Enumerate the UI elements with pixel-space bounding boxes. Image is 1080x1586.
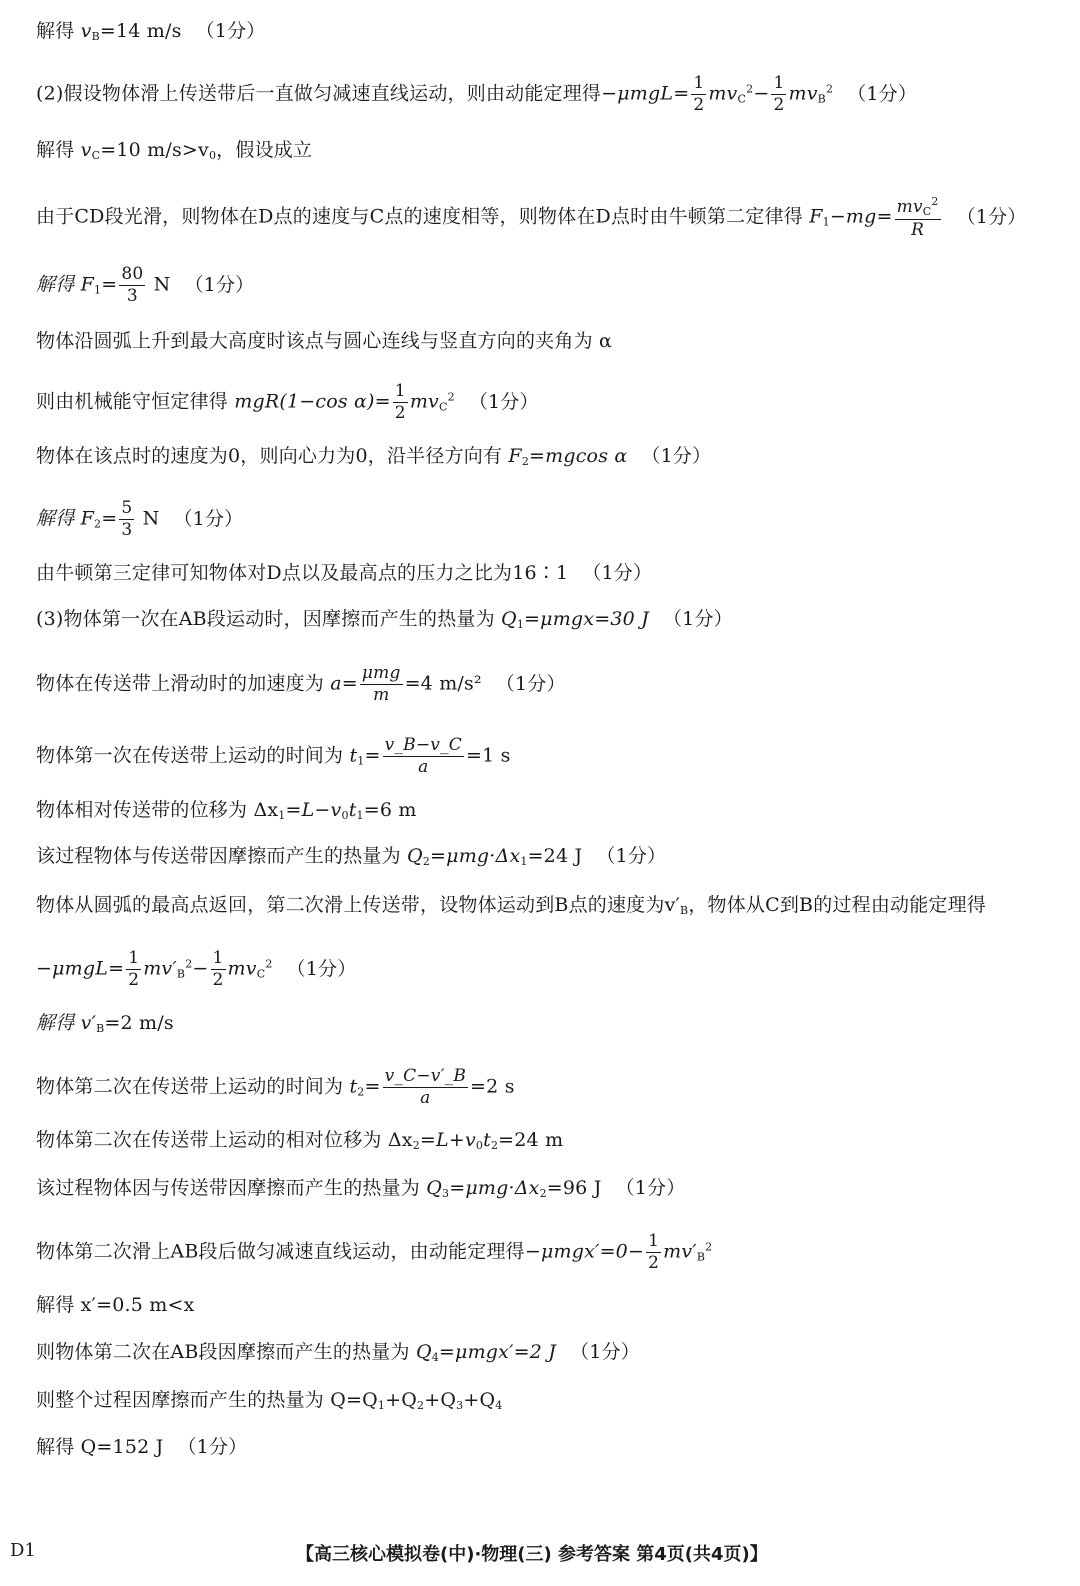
operator: − xyxy=(192,957,209,980)
score: （1分） xyxy=(956,205,1027,228)
line-q-result xyxy=(36,1434,1052,1460)
operator: = xyxy=(364,1075,381,1098)
numerator: 5 xyxy=(121,498,133,518)
text: =14 m/s xyxy=(99,20,182,42)
fraction xyxy=(895,196,941,239)
subscript: 2 xyxy=(417,1399,425,1412)
symbol: Q xyxy=(407,845,423,867)
symbol: mv xyxy=(409,390,439,413)
line-dx2 xyxy=(36,1127,1052,1159)
text: 该过程物体因与传送带因摩擦而产生的热量为 xyxy=(36,1177,427,1199)
score: （1分） xyxy=(184,273,255,296)
text: 物体第一次在传送带上运动的时间为 xyxy=(36,744,350,767)
symbol: Q xyxy=(415,1341,432,1363)
line-assumption xyxy=(36,75,1052,114)
equation: −μmgL= xyxy=(36,957,125,980)
subscript: B xyxy=(680,904,689,917)
fraction xyxy=(211,950,226,989)
superscript: 2 xyxy=(265,957,273,971)
symbol: mv xyxy=(708,82,738,105)
score: （1分） xyxy=(596,845,667,867)
score: （1分） xyxy=(195,20,266,42)
line-q1 xyxy=(36,606,1052,638)
text: 解得 F xyxy=(36,273,95,296)
equation: −μmgx′=0− xyxy=(524,1240,645,1263)
subscript: 0 xyxy=(341,809,349,822)
subscript: C xyxy=(922,205,932,218)
numerator: 1 xyxy=(693,73,705,93)
equation: −mg= xyxy=(829,205,893,228)
line-q4 xyxy=(36,1339,1052,1371)
superscript: 2 xyxy=(185,957,193,971)
text: =6 m xyxy=(363,799,417,821)
text: 解得 v′ xyxy=(36,1012,97,1034)
subscript: C xyxy=(737,92,747,106)
line-pressure-ratio xyxy=(36,560,1052,586)
line-dx1 xyxy=(36,797,1052,829)
score: （1分） xyxy=(495,672,566,695)
text: 物体在传送带上滑动时的加速度为 xyxy=(36,672,331,695)
unit: N xyxy=(136,507,160,530)
denominator: 2 xyxy=(128,970,140,990)
numerator: 1 xyxy=(773,73,785,93)
denominator: 2 xyxy=(648,1253,660,1273)
text: 物体第二次滑上AB段后做匀减速直线运动，由动能定理得 xyxy=(36,1240,525,1263)
text: 解得 Q=152 J xyxy=(36,1436,164,1458)
text: +Q xyxy=(424,1389,457,1411)
subscript: 0 xyxy=(475,1139,484,1152)
subscript: 2 xyxy=(490,1139,499,1152)
text: +Q xyxy=(385,1389,418,1411)
fraction xyxy=(126,950,141,989)
text: 由于CD段光滑，则物体在D点的速度与C点的速度相等，则物体在D点时由牛顿第二定律得 xyxy=(36,205,810,228)
subscript: 1 xyxy=(520,855,528,868)
operator: = xyxy=(364,744,381,767)
denominator: 2 xyxy=(212,970,224,990)
symbol: v xyxy=(80,139,92,161)
text: 物体在该点时的速度为0，则向心力为0，沿半径方向有 xyxy=(36,445,509,467)
symbol: mv′ xyxy=(663,1240,697,1263)
score: （1分） xyxy=(662,608,733,630)
text: 物体从圆弧的最高点返回，第二次滑上传送带，设物体运动到B点的速度为v′ xyxy=(36,894,681,916)
symbol: t xyxy=(348,799,357,821)
symbol: F xyxy=(508,445,522,467)
text: 解得 x′=0.5 m<x xyxy=(36,1294,195,1316)
score: （1分） xyxy=(641,445,712,467)
score: （1分） xyxy=(173,507,244,530)
line-vc-result xyxy=(36,137,1052,169)
denominator: 2 xyxy=(394,403,406,423)
numerator xyxy=(895,196,941,219)
superscript: 2 xyxy=(825,82,834,96)
text: 解得 xyxy=(36,20,81,42)
superscript: 2 xyxy=(705,1240,713,1254)
symbol: mv′ xyxy=(143,957,177,980)
denominator: m xyxy=(360,684,403,704)
equation: =μmgx=30 J xyxy=(524,608,649,630)
subscript: 2 xyxy=(422,855,431,868)
symbol: t xyxy=(349,744,358,767)
text: 则由机械能守恒定律得 xyxy=(36,390,235,413)
text: =4 m/s² xyxy=(404,672,482,695)
subscript: B xyxy=(176,967,186,981)
line-vb-prime xyxy=(36,1010,1052,1042)
text: 物体沿圆弧上升到最大高度时该点与圆心连线与竖直方向的夹角为 α xyxy=(36,330,613,352)
subscript: 2 xyxy=(357,1085,365,1099)
subscript: 4 xyxy=(495,1399,503,1412)
fraction xyxy=(646,1233,661,1272)
page-footer: 【高三核心模拟卷(中)·物理(三) 参考答案 第4页(共4页)】 xyxy=(296,1544,768,1565)
line-newton-d xyxy=(36,196,1052,239)
line-t2 xyxy=(36,1068,1052,1107)
numerator: 1 xyxy=(394,381,406,401)
line-kinetic-ab xyxy=(36,1233,1052,1272)
equation: =μmg·Δx xyxy=(430,845,521,867)
text: 该过程物体与传送带因摩擦而产生的热量为 xyxy=(36,845,408,867)
text: ，物体从C到B的过程由动能定理得 xyxy=(688,894,987,916)
symbol: R xyxy=(911,220,925,240)
subscript: B xyxy=(696,1250,706,1264)
numerator: μmg xyxy=(361,663,401,683)
text: 物体第二次在传送带上运动的相对位移为 Δx xyxy=(36,1129,413,1151)
line-f2-result xyxy=(36,500,1052,539)
line-t1 xyxy=(36,737,1052,776)
subscript: 2 xyxy=(539,1187,547,1200)
text: 解得 F xyxy=(36,507,95,530)
equation: =μmgx′=2 J xyxy=(438,1341,557,1363)
text: ，假设成立 xyxy=(216,139,313,161)
equation: =L+v xyxy=(419,1129,476,1151)
operator: = xyxy=(101,273,118,296)
line-kinetic-cb xyxy=(36,950,1052,989)
text: 则整个过程因摩擦而产生的热量为 Q=Q xyxy=(36,1389,378,1411)
score: （1分） xyxy=(468,390,539,413)
line-energy-conservation xyxy=(36,383,1052,422)
numerator: v_C−v′_B xyxy=(384,1066,467,1086)
score: （1分） xyxy=(847,82,918,105)
text: 由牛顿第三定律可知物体对D点以及最高点的压力之比为16∶1 xyxy=(36,562,569,584)
line-x-prime xyxy=(36,1292,1052,1318)
equation: a= xyxy=(330,672,358,695)
subscript: 2 xyxy=(521,455,530,468)
superscript: 2 xyxy=(447,390,455,404)
fraction xyxy=(119,266,145,305)
subscript: 4 xyxy=(431,1351,439,1364)
line-acceleration xyxy=(36,665,1052,704)
subscript: 1 xyxy=(516,618,525,631)
line-return xyxy=(36,892,1052,924)
text: (3)物体第一次在AB段运动时，因摩擦而产生的热量为 xyxy=(36,608,502,630)
text: =96 J xyxy=(546,1177,602,1199)
fraction xyxy=(771,75,786,114)
subscript: 1 xyxy=(822,215,830,229)
text: 物体相对传送带的位移为 Δx xyxy=(36,799,279,821)
fraction xyxy=(383,1068,468,1107)
denominator: a xyxy=(383,1087,468,1107)
equation: =L−v xyxy=(285,799,342,821)
superscript: 2 xyxy=(746,82,754,96)
symbol: mv xyxy=(227,957,257,980)
equation: =mgcos α xyxy=(529,445,628,467)
numerator: 1 xyxy=(212,948,224,968)
denominator: 2 xyxy=(693,95,705,115)
line-f1-result xyxy=(36,266,1052,305)
symbol: F xyxy=(809,205,823,228)
equation: =μmg·Δx xyxy=(449,1177,540,1199)
subscript: 3 xyxy=(456,1399,464,1412)
score: （1分） xyxy=(615,1177,686,1199)
text: =24 m xyxy=(498,1129,564,1151)
equation: mgR(1−cos α)= xyxy=(234,390,391,413)
subscript: 2 xyxy=(94,517,102,531)
score: （1分） xyxy=(570,1341,640,1363)
subscript: C xyxy=(438,400,448,414)
numerator: 1 xyxy=(128,948,140,968)
numerator: 1 xyxy=(648,1231,660,1251)
equation: −μmgL= xyxy=(601,82,690,105)
fraction xyxy=(393,383,408,422)
text: =1 s xyxy=(465,744,511,767)
denominator: 2 xyxy=(773,95,785,115)
subscript: 3 xyxy=(442,1187,450,1200)
symbol: v xyxy=(80,20,92,42)
operator: − xyxy=(753,82,770,105)
subscript: 0 xyxy=(208,149,217,162)
score: （1分） xyxy=(177,1436,248,1458)
symbol: Q xyxy=(501,608,517,630)
line-vb-result xyxy=(36,18,1052,50)
text: =24 J xyxy=(527,845,583,867)
symbol: t xyxy=(349,1075,358,1098)
subscript: 1 xyxy=(357,754,365,768)
numerator: 80 xyxy=(121,264,144,284)
symbol: mv xyxy=(788,82,818,105)
fraction xyxy=(360,665,403,704)
line-q3 xyxy=(36,1175,1052,1207)
text: 物体第二次在传送带上运动的时间为 xyxy=(36,1075,350,1098)
text: +Q xyxy=(463,1389,496,1411)
subscript: 1 xyxy=(278,809,286,822)
denominator: a xyxy=(383,756,464,776)
superscript: 2 xyxy=(931,195,939,208)
text: 则物体第二次在AB段因摩擦而产生的热量为 xyxy=(36,1341,416,1363)
symbol: mv xyxy=(896,197,923,217)
subscript: 1 xyxy=(94,283,102,297)
operator: = xyxy=(101,507,118,530)
subscript: 1 xyxy=(356,809,364,822)
denominator: 3 xyxy=(121,520,133,540)
numerator: v_B−v_C xyxy=(384,735,462,755)
subscript: C xyxy=(91,149,101,162)
subscript: B xyxy=(817,92,826,106)
text: 解得 xyxy=(36,139,81,161)
fraction xyxy=(119,500,134,539)
text: (2)假设物体滑上传送带后一直做匀减速直线运动，则由动能定理得 xyxy=(36,82,602,105)
subscript: B xyxy=(91,30,100,43)
symbol: Q xyxy=(426,1177,443,1199)
subscript: B xyxy=(96,1022,105,1035)
text: =2 m/s xyxy=(104,1012,174,1034)
subscript: C xyxy=(256,967,266,981)
unit: N xyxy=(147,273,171,296)
line-f2-equation xyxy=(36,443,1052,475)
text: =2 s xyxy=(470,1075,515,1098)
score: （1分） xyxy=(286,957,357,980)
fraction xyxy=(383,737,464,776)
text: =10 m/s>v xyxy=(100,139,209,161)
subscript: 1 xyxy=(377,1399,386,1412)
denominator: 3 xyxy=(119,285,145,305)
denominator xyxy=(895,219,941,239)
subscript: 2 xyxy=(412,1139,420,1152)
line-angle xyxy=(36,328,1052,354)
score: （1分） xyxy=(582,562,653,584)
symbol: t xyxy=(483,1129,491,1151)
page-code: D1 xyxy=(10,1540,36,1561)
line-q-total xyxy=(36,1387,1052,1419)
fraction xyxy=(691,75,706,114)
line-q2 xyxy=(36,843,1052,875)
